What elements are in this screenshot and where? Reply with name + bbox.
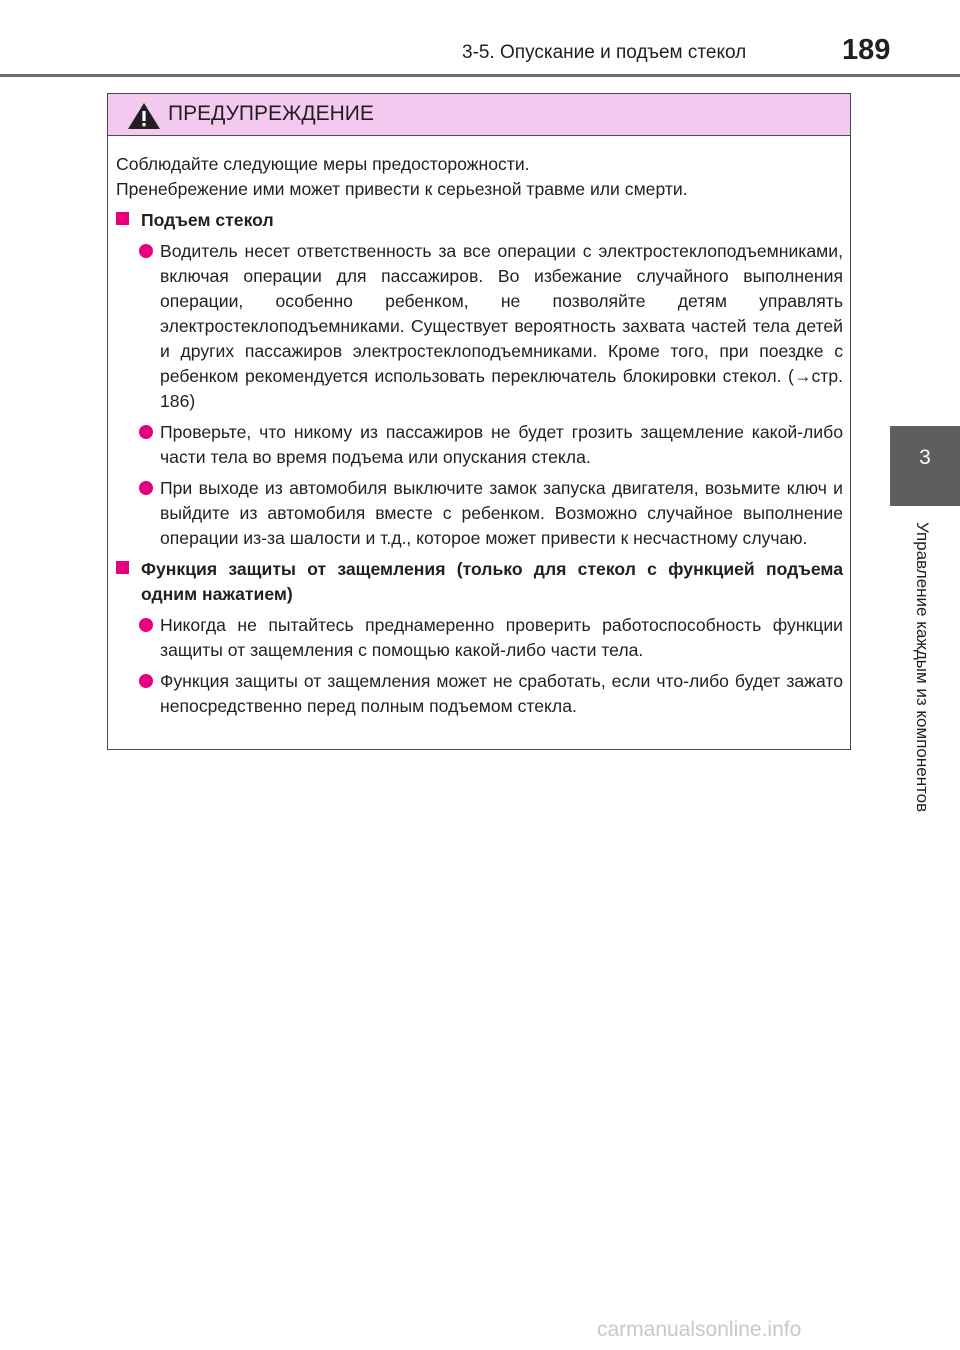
list-item-text: Проверьте, что никому из пассажиров не будет грозить защемление какой-либо части тела во время подъема или опускания стекла. xyxy=(160,422,843,467)
round-bullet-icon xyxy=(139,618,153,632)
chapter-number: 3 xyxy=(919,446,931,469)
section-title: 3-5. Опускание и подъем стекол xyxy=(462,42,747,63)
warning-body xyxy=(116,152,843,719)
round-bullet-icon xyxy=(139,674,153,688)
chapter-tab xyxy=(890,426,960,506)
warning-title: ПРЕДУПРЕЖДЕНИЕ xyxy=(168,102,374,125)
warning-box xyxy=(107,93,851,750)
section-heading-text: Подъем стекол xyxy=(141,210,274,230)
round-bullet-icon xyxy=(139,481,153,495)
warning-header xyxy=(108,94,850,136)
intro-line: Пренебрежение ими может привести к серьезной травме или смерти. xyxy=(116,179,688,199)
round-bullet-icon xyxy=(139,244,153,258)
section-heading xyxy=(116,557,843,607)
page-number: 189 xyxy=(842,34,891,66)
list-item-text: Никогда не пытайтесь преднамеренно проверить работоспособность функции защиты от защемления с помощью какой-либо части тела. xyxy=(160,615,843,660)
watermark: carmanualsonline.info xyxy=(597,1318,802,1341)
square-bullet-icon xyxy=(116,212,129,225)
square-bullet-icon xyxy=(116,561,129,574)
list-item xyxy=(116,420,843,470)
intro-line: Соблюдайте следующие меры предосторожности. xyxy=(116,154,530,174)
section-heading-text: Функция защиты от защемления (только для стекол с функцией подъема одним нажатием) xyxy=(141,559,843,604)
round-bullet-icon xyxy=(139,425,153,439)
list-item xyxy=(116,613,843,663)
list-item xyxy=(116,239,843,414)
section-heading xyxy=(116,208,843,233)
list-item xyxy=(116,669,843,719)
list-item xyxy=(116,476,843,551)
chapter-label: Управление каждым из компонентов xyxy=(913,522,932,813)
list-item-text: Водитель несет ответственность за все операции с электростеклоподъемниками, включая операции для пассажиров. Во избежание случайного выполнения операции, особенно ребенком, не позволяйте детям управлять электростеклоподъемниками. Существует вероятность захвата частей тела детей и других пассажиров электростеклоподъемниками. Кроме того, при поездке с ребенком рекомендуется использовать переключатель блокировки стекол. (→стр. 186) xyxy=(160,241,843,411)
list-item-text: При выходе из автомобиля выключите замок запуска двигателя, возьмите ключ и выйдите из автомобиля вместе с ребенком. Возможно случайное выполнение операции из-за шалости и т.д., которое может привести к несчастному случаю. xyxy=(160,478,843,548)
list-item-text: Функция защиты от защемления может не сработать, если что-либо будет зажато непосредственно перед полным подъемом стекла. xyxy=(160,671,843,716)
warning-triangle-icon xyxy=(126,101,162,131)
header-divider xyxy=(0,74,960,77)
